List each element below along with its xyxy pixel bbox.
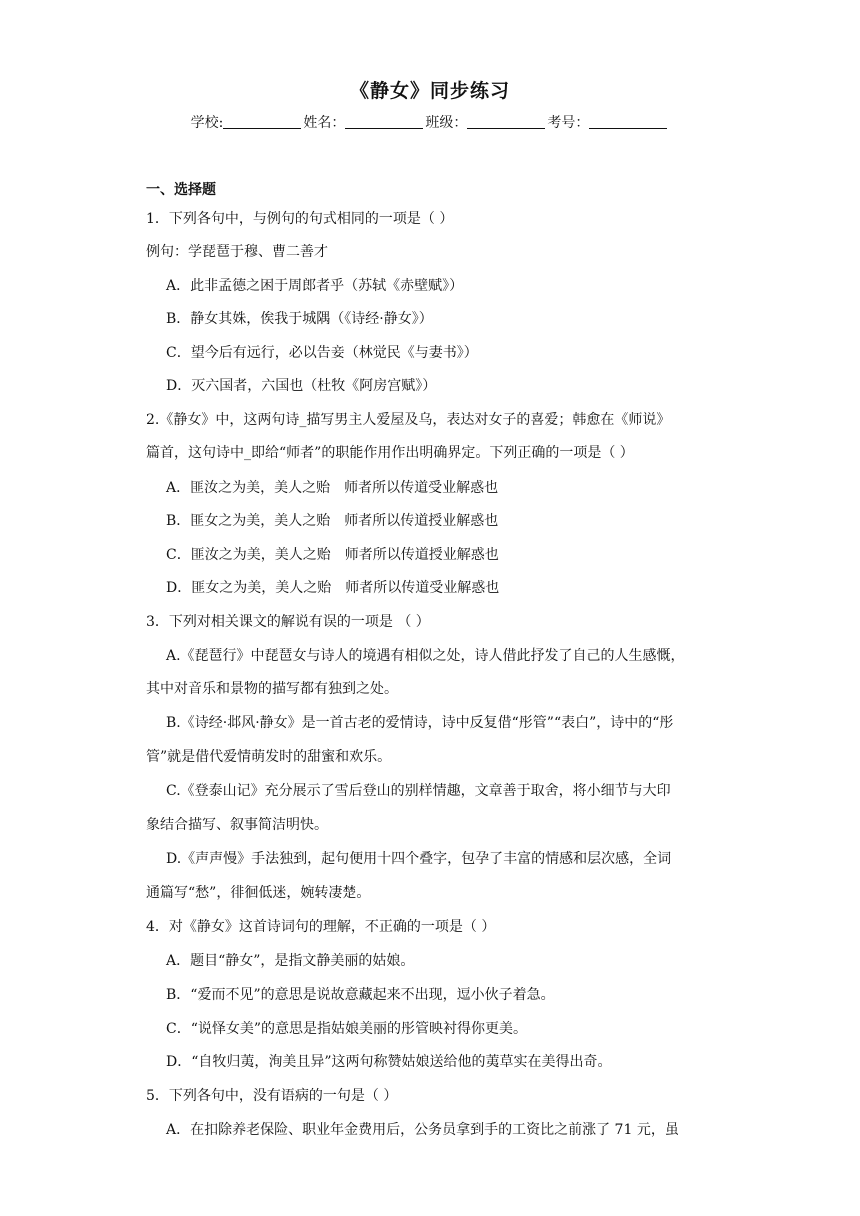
question-2-stem-line-2: 篇首，这句诗中_即给“师者”的职能作用作出明确界定。下列正确的一项是（ ） (146, 445, 634, 461)
question-2-option-c: C．匪汝之为美，美人之贻 师者所以传道授业解惑也 (166, 547, 499, 563)
name-label: 姓名： (303, 115, 346, 131)
name-blank[interactable] (345, 114, 423, 129)
question-1-option-b: B．静女其姝，俟我于城隅（《诗经·静女》） (166, 311, 433, 327)
question-3-option-c-line-1: C.《登泰山记》充分展示了雪后登山的别样情趣，文章善于取舍，将小细节与大印 (166, 783, 671, 799)
question-2-stem-line-1: 2.《静女》中，这两句诗_描写男主人爱屋及乌，表达对女子的喜爱；韩愈在《师说》 (146, 412, 671, 428)
school-label: 学校: (190, 115, 224, 131)
question-3-option-b-line-1: B.《诗经·邶风·静女》是一首古老的爱情诗，诗中反复借“彤管”“表白”，诗中的“彤 (166, 715, 674, 731)
question-4-option-a: A．题目“静女”，是指文静美丽的姑娘。 (166, 953, 415, 969)
question-1-option-c: C．望今后有远行，必以告妾（林觉民《与妻书》） (166, 345, 478, 361)
question-1-example: 例句：学琵琶于穆、曹二善才 (146, 244, 328, 260)
question-2-option-a: A．匪汝之为美，美人之贻 师者所以传道受业解惑也 (166, 480, 499, 496)
question-4-option-b: B．“爱而不见”的意思是说故意藏起来不出现，逗小伙子着急。 (166, 987, 555, 1003)
question-1-option-a: A．此非孟德之困于周郎者乎（苏轼《赤壁赋》） (166, 278, 464, 294)
question-4-stem: 4．对《静女》这首诗词句的理解，不正确的一项是（ ） (146, 919, 496, 935)
question-4-option-c: C．“说怿女美”的意思是指姑娘美丽的彤管映衬得你更美。 (166, 1021, 528, 1037)
question-3-option-d-line-1: D.《声声慢》手法独到，起句便用十四个叠字，包孕了丰富的情感和层次感，全词 (166, 851, 672, 867)
school-blank[interactable] (223, 114, 301, 129)
question-3-option-a-line-1: A.《琵琶行》中琵琶女与诗人的境遇有相似之处，诗人借此抒发了自己的人生感慨， (166, 648, 685, 664)
question-2-option-b: B．匪女之为美，美人之贻 师者所以传道授业解惑也 (166, 513, 499, 529)
question-4-option-d: D．“自牧归荑，洵美且异”这两句称赞姑娘送给他的荑草实在美得出奇。 (166, 1054, 612, 1070)
question-1-option-d: D．灭六国者，六国也（杜牧《阿房宫赋》） (166, 378, 437, 394)
class-label: 班级： (425, 115, 468, 131)
question-3-option-d-line-2: 通篇写“愁”，徘徊低迷，婉转凄楚。 (146, 885, 371, 901)
exam-number-label: 考号： (547, 115, 590, 131)
question-3-option-c-line-2: 象结合描写、叙事简洁明快。 (146, 817, 328, 833)
student-info-line (0, 112, 860, 132)
section-title: 一、选择题 (146, 182, 216, 198)
question-3-option-a-line-2: 其中对音乐和景物的描写都有独到之处。 (146, 681, 398, 697)
question-1-stem: 1．下列各句中，与例句的句式相同的一项是（ ） (146, 211, 454, 227)
question-2-option-d: D．匪女之为美，美人之贻 师者所以传道受业解惑也 (166, 580, 500, 596)
exam-number-blank[interactable] (589, 114, 667, 129)
question-3-option-b-line-2: 管”就是借代爱情萌发时的甜蜜和欢乐。 (146, 749, 392, 765)
class-blank[interactable] (467, 114, 545, 129)
question-3-stem: 3．下列对相关课文的解说有误的一项是 （ ） (146, 614, 430, 630)
page-title: 《静女》同步练习 (349, 80, 510, 102)
question-5-option-a-line-1: A．在扣除养老保险、职业年金费用后，公务员拿到手的工资比之前涨了 71 元，虽 (166, 1122, 679, 1138)
question-5-stem: 5．下列各句中，没有语病的一句是（ ） (146, 1088, 398, 1104)
